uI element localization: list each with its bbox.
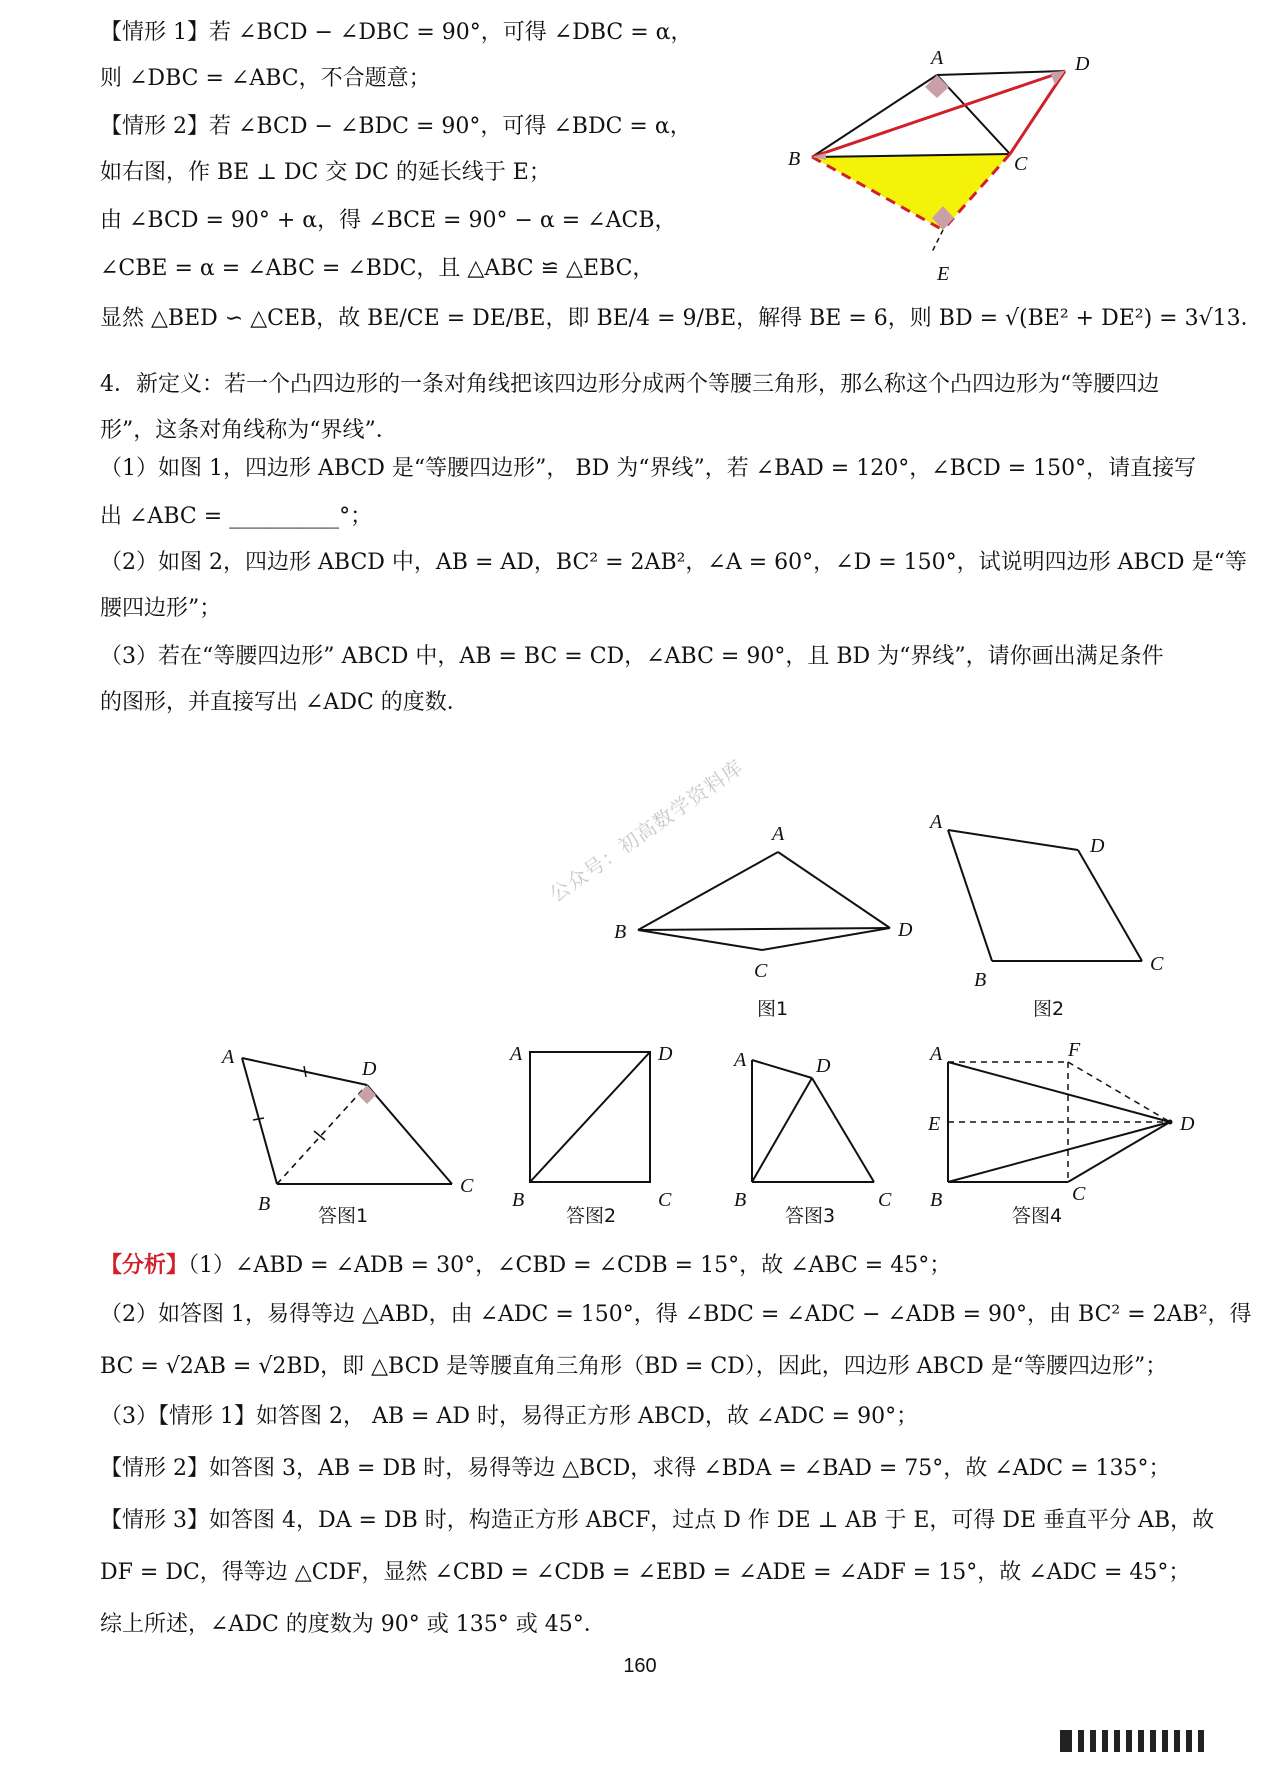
label-c: C bbox=[1014, 153, 1028, 175]
question-4-part1-b: 出 ∠ABC = __________°； bbox=[100, 504, 373, 529]
figure-1-and-2 bbox=[600, 810, 1240, 1020]
analysis-summary: 综上所述，∠ADC 的度数为 90° 或 135° 或 45°． bbox=[100, 1612, 606, 1637]
caption-ans3: 答图3 bbox=[785, 1205, 836, 1227]
text-line-similar: 显然 △BED ∽ △CEB，故 BE/CE = DE/BE，即 BE/4 = 9/BE，解得 BE = 6，则 BD = √(BE² + DE²) = 3√13． bbox=[100, 306, 1263, 331]
svg-text:D: D bbox=[816, 1055, 831, 1077]
svg-text:E: E bbox=[928, 1113, 941, 1135]
text-line-case1: 【情形 1】若 ∠BCD − ∠DBC = 90°，可得 ∠DBC = α， bbox=[100, 20, 693, 45]
answer-figures bbox=[210, 1030, 1230, 1230]
svg-text:D: D bbox=[1180, 1113, 1195, 1135]
analysis-part3-case3-b: DF = DC，得等边 △CDF，显然 ∠CBD = ∠CDB = ∠EBD = ∠ADE = ∠ADF = 15°，故 ∠ADC = 45°； bbox=[100, 1560, 1191, 1585]
svg-text:B: B bbox=[734, 1189, 747, 1211]
text-line-angle-bce: 由 ∠BCD = 90° + α，得 ∠BCE = 90° − α = ∠ACB， bbox=[100, 208, 677, 233]
svg-text:C: C bbox=[878, 1189, 892, 1211]
svg-text:A: A bbox=[930, 1043, 943, 1065]
bottom-toolbar-icon bbox=[1060, 1728, 1260, 1754]
svg-text:D: D bbox=[362, 1058, 377, 1080]
svg-text:C: C bbox=[460, 1175, 474, 1197]
label-d: D bbox=[1075, 53, 1090, 75]
question-4-part3-a: （3）若在“等腰四边形” ABCD 中，AB = BC = CD，∠ABC = 90°，且 BD 为“界线”，请你画出满足条件 bbox=[100, 644, 1164, 669]
svg-text:D: D bbox=[1090, 835, 1105, 857]
svg-text:B: B bbox=[258, 1193, 271, 1215]
analysis-part1 bbox=[100, 1250, 951, 1281]
question-4-part2-a: （2）如图 2，四边形 ABCD 中，AB = AD，BC² = 2AB²，∠A = 60°，∠D = 150°，试说明四边形 ABCD 是“等 bbox=[100, 550, 1247, 575]
question-4-part3-b: 的图形，并直接写出 ∠ADC 的度数． bbox=[100, 690, 469, 715]
page-number: 160 bbox=[623, 1655, 657, 1677]
label-e: E bbox=[937, 263, 950, 285]
svg-text:C: C bbox=[754, 960, 768, 982]
svg-text:B: B bbox=[512, 1189, 525, 1211]
svg-text:D: D bbox=[658, 1043, 673, 1065]
label-a: A bbox=[931, 47, 944, 69]
label-c-ans4: C bbox=[1072, 1183, 1086, 1205]
analysis-tag: 【分析】 bbox=[100, 1252, 189, 1278]
svg-text:B: B bbox=[614, 921, 627, 943]
question-4-part1-a: （1）如图 1，四边形 ABCD 是“等腰四边形”， BD 为“界线”，若 ∠BAD = 120°，∠BCD = 150°，请直接写 bbox=[100, 456, 1197, 481]
label-b: B bbox=[788, 148, 801, 170]
caption-fig2: 图2 bbox=[1033, 998, 1065, 1020]
top-right-figure bbox=[780, 40, 1110, 300]
text-line-congruent: ∠CBE = α = ∠ABC = ∠BDC，且 △ABC ≌ △EBC， bbox=[100, 256, 655, 281]
svg-text:A: A bbox=[734, 1049, 747, 1071]
caption-ans4: 答图4 bbox=[1012, 1205, 1063, 1227]
svg-text:B: B bbox=[974, 969, 987, 991]
svg-text:C: C bbox=[1150, 953, 1164, 975]
svg-text:A: A bbox=[930, 811, 943, 833]
text-line-construct: 如右图，作 BE ⊥ DC 交 DC 的延长线于 E； bbox=[100, 160, 551, 185]
analysis-part2-a: （2）如答图 1，易得等边 △ABD，由 ∠ADC = 150°，得 ∠BDC = ∠ADC − ∠ADB = 90°，由 BC² = 2AB²，得 bbox=[100, 1302, 1252, 1327]
svg-text:B: B bbox=[930, 1189, 943, 1211]
analysis-part1-text: （1）∠ABD = ∠ADB = 30°，∠CBD = ∠CDB = 15°，故 ∠ABC = 45°； bbox=[188, 1253, 952, 1278]
analysis-part3-case2: 【情形 2】如答图 3，AB = DB 时，易得等边 △BCD，求得 ∠BDA = ∠BAD = 75°，故 ∠ADC = 135°； bbox=[100, 1456, 1171, 1481]
analysis-part3-case1: （3）【情形 1】如答图 2， AB = AD 时，易得正方形 ABCD，故 ∠ADC = 90°； bbox=[100, 1404, 919, 1429]
caption-ans1: 答图1 bbox=[318, 1205, 369, 1227]
text-line-case1-conclusion: 则 ∠DBC = ∠ABC，不合题意； bbox=[100, 66, 431, 91]
svg-text:F: F bbox=[1068, 1039, 1081, 1061]
svg-text:A: A bbox=[510, 1043, 523, 1065]
watermark: 公众号：初高数学资料库 bbox=[544, 754, 748, 907]
question-4-definition: 4．新定义：若一个凸四边形的一条对角线把该四边形分成两个等腰三角形，那么称这个凸四边形为“等腰四边形”，这条对角线称为“界线”． bbox=[100, 372, 1160, 443]
text-line-case2: 【情形 2】若 ∠BCD − ∠BDC = 90°，可得 ∠BDC = α， bbox=[100, 114, 692, 139]
analysis-part3-case3-a: 【情形 3】如答图 4，DA = DB 时，构造正方形 ABCF，过点 D 作 DE ⊥ AB 于 E，可得 DE 垂直平分 AB，故 bbox=[100, 1508, 1215, 1533]
svg-text:A: A bbox=[222, 1046, 235, 1068]
svg-text:A: A bbox=[772, 823, 785, 845]
caption-fig1: 图1 bbox=[757, 998, 789, 1020]
caption-ans2: 答图2 bbox=[566, 1205, 617, 1227]
svg-text:C: C bbox=[658, 1189, 672, 1211]
svg-text:D: D bbox=[898, 919, 913, 941]
question-4-part2-b: 腰四边形”； bbox=[100, 596, 222, 621]
analysis-part2-b: BC = √2AB = √2BD，即 △BCD 是等腰直角三角形（BD = CD），因此，四边形 ABCD 是“等腰四边形”； bbox=[100, 1354, 1168, 1379]
